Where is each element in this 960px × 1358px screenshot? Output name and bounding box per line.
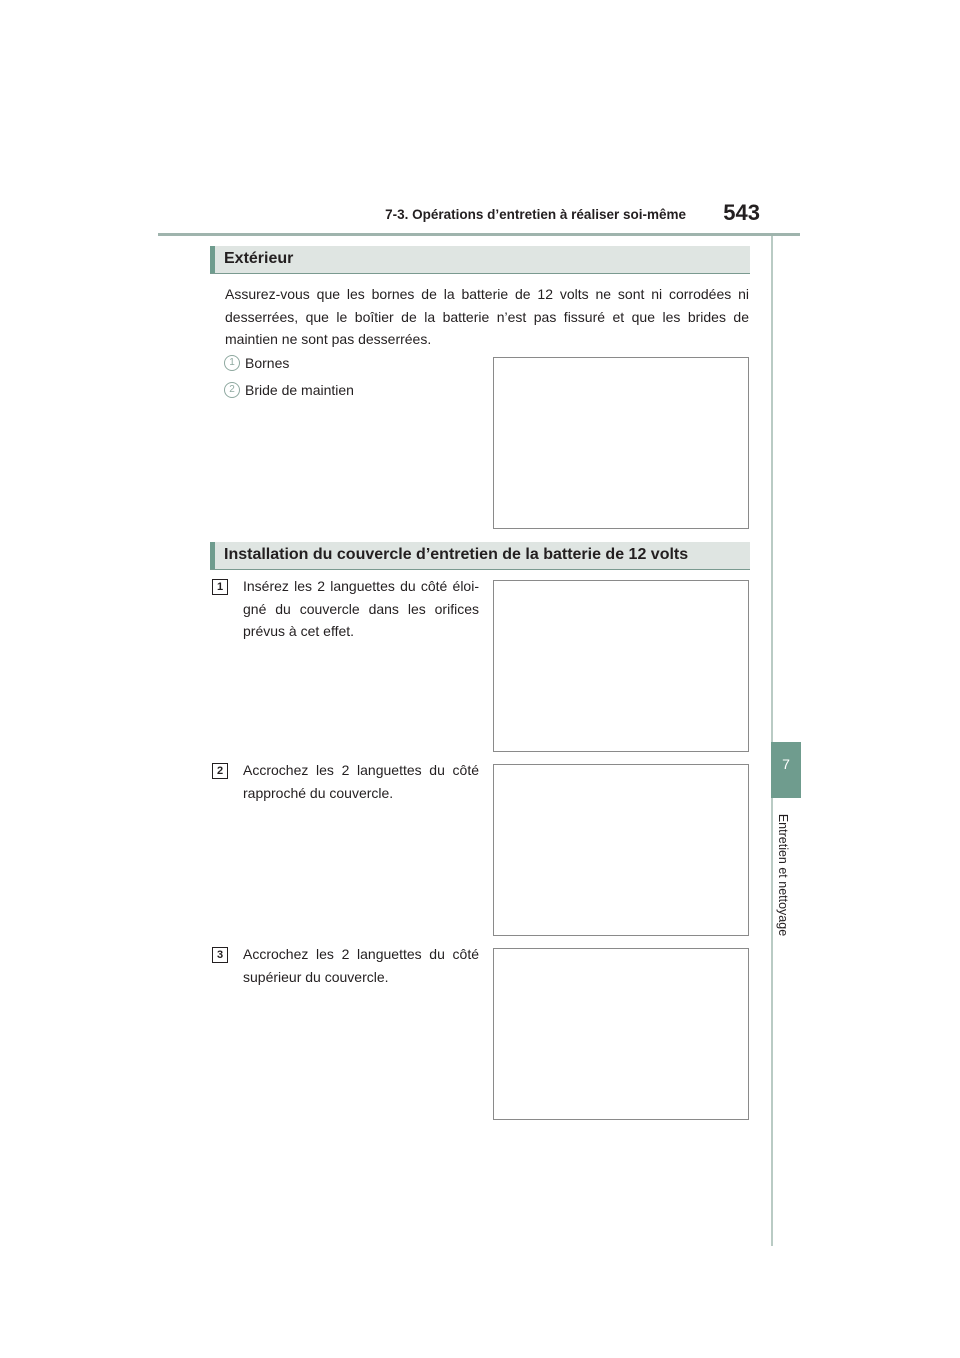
step-3-illustration — [493, 948, 749, 1120]
exterieur-paragraph: Assurez-vous que les bornes de la batterie de 12 volts ne sont ni corrodées ni desserrées, que le boîtier de la batterie n’est pas fissuré et que les brides de maintien ne sont pas desserrées. — [225, 286, 749, 347]
step-2-illustration — [493, 764, 749, 936]
page-number: 543 — [723, 200, 760, 225]
running-header-section-title: 7-3. Opérations d’entretien à réaliser soi-même — [385, 207, 686, 222]
step-text: Accrochez les 2 languettes du côté rapproché du couvercle. — [243, 762, 479, 801]
section-heading-underline — [210, 273, 750, 275]
section-heading-text: Installation du couvercle d’entretien de la batterie de 12 volts — [224, 546, 689, 563]
callout-item — [224, 382, 354, 398]
header-rule — [158, 233, 800, 236]
step-number-badge: 1 — [212, 579, 228, 595]
battery-illustration — [493, 357, 749, 529]
chapter-label-container — [768, 800, 798, 950]
step-1-illustration — [493, 580, 749, 752]
section-heading-exterieur — [210, 246, 750, 274]
chapter-number: 7 — [782, 756, 790, 772]
callout-marker: 2 — [224, 382, 240, 398]
callout-item — [224, 355, 289, 371]
section-heading-text: Extérieur — [224, 250, 294, 267]
side-margin-rule — [771, 236, 773, 1246]
section-heading-underline — [210, 569, 750, 571]
step-number-badge: 2 — [212, 763, 228, 779]
callout-label: Bornes — [245, 355, 290, 371]
chapter-label: Entretien et nettoyage — [776, 813, 790, 937]
callout-marker: 1 — [224, 355, 240, 371]
callout-label: Bride de maintien — [245, 382, 354, 398]
step-text: Insérez les 2 languettes du côté éloi-gné du couvercle dans les orifices prévus à cet effet. — [243, 578, 479, 639]
section-heading-installation — [210, 542, 750, 570]
step-number-badge: 3 — [212, 947, 228, 963]
step-text: Accrochez les 2 languettes du côté supérieur du couvercle. — [243, 946, 479, 985]
